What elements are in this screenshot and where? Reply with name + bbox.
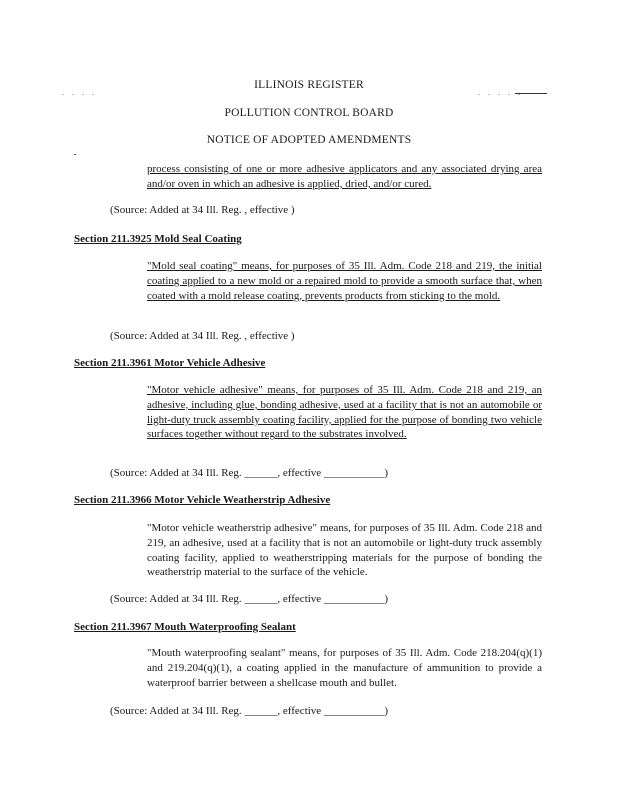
intro-definition-continued: process consisting of one or more adhesive applicators and any associated drying area and/or oven in which an adhesive is applied, dried, and/or cured.: [147, 163, 542, 190]
margin-tick: [74, 154, 76, 155]
section-211-3961-source-note: (Source: Added at 34 Ill. Reg. ______, effective ___________): [110, 467, 389, 479]
section-211-3925-heading: Section 211.3925 Mold Seal Coating: [74, 233, 242, 245]
header-right-rule: [515, 93, 547, 94]
section-211-3967-definition: "Mouth waterproofing sealant" means, for purposes of 35 Ill. Adm. Code 218.204(q)(1) and 219.204(q)(1), a coating applied in the manufacture of ammunition to provide a waterproof barrier between a shellcase mouth and bullet.: [147, 647, 542, 689]
notice-title: NOTICE OF ADOPTED AMENDMENTS: [206, 134, 412, 146]
header-right-marks: . . . . .: [478, 88, 523, 97]
header-left-marks: . . . .: [62, 88, 97, 97]
section-211-3967-source-note: (Source: Added at 34 Ill. Reg. ______, effective ___________): [110, 705, 389, 717]
intro-source-note: (Source: Added at 34 Ill. Reg. , effective ): [110, 204, 295, 216]
section-211-3967-heading: Section 211.3967 Mouth Waterproofing Sealant: [74, 621, 296, 633]
section-211-3925-source-note: (Source: Added at 34 Ill. Reg. , effective ): [110, 330, 295, 342]
section-211-3966-heading: Section 211.3966 Motor Vehicle Weatherstrip Adhesive: [74, 494, 331, 506]
section-211-3925-definition: "Mold seal coating" means, for purposes of 35 Ill. Adm. Code 218 and 219, the initial coating applied to a new mold or a repaired mold to provide a smooth surface that, when coated with a mold release coating, prevents products from sticking to the mold.: [147, 260, 542, 302]
section-211-3961-heading: Section 211.3961 Motor Vehicle Adhesive: [74, 357, 266, 369]
section-211-3966-definition: "Motor vehicle weatherstrip adhesive" means, for purposes of 35 Ill. Adm. Code 218 and 219, an adhesive, used at a facility that is not an automobile or light-duty truck assembly coating facility, applied to weatherstripping materials for the purpose of bonding the weatherstrip material to the surface of the vehicle.: [147, 522, 542, 579]
board-name: POLLUTION CONTROL BOARD: [224, 107, 394, 119]
register-title: ILLINOIS REGISTER: [254, 79, 364, 91]
section-211-3961-definition: "Motor vehicle adhesive" means, for purposes of 35 Ill. Adm. Code 218 and 219, an adhesive, including glue, bonding adhesive, used at a facility that is not an automobile or light-duty truck assembly coating facility, applied for the purpose of bonding two vehicle surfaces together without regard to the substrates involved.: [147, 384, 542, 441]
section-211-3966-source-note: (Source: Added at 34 Ill. Reg. ______, effective ___________): [110, 593, 389, 605]
